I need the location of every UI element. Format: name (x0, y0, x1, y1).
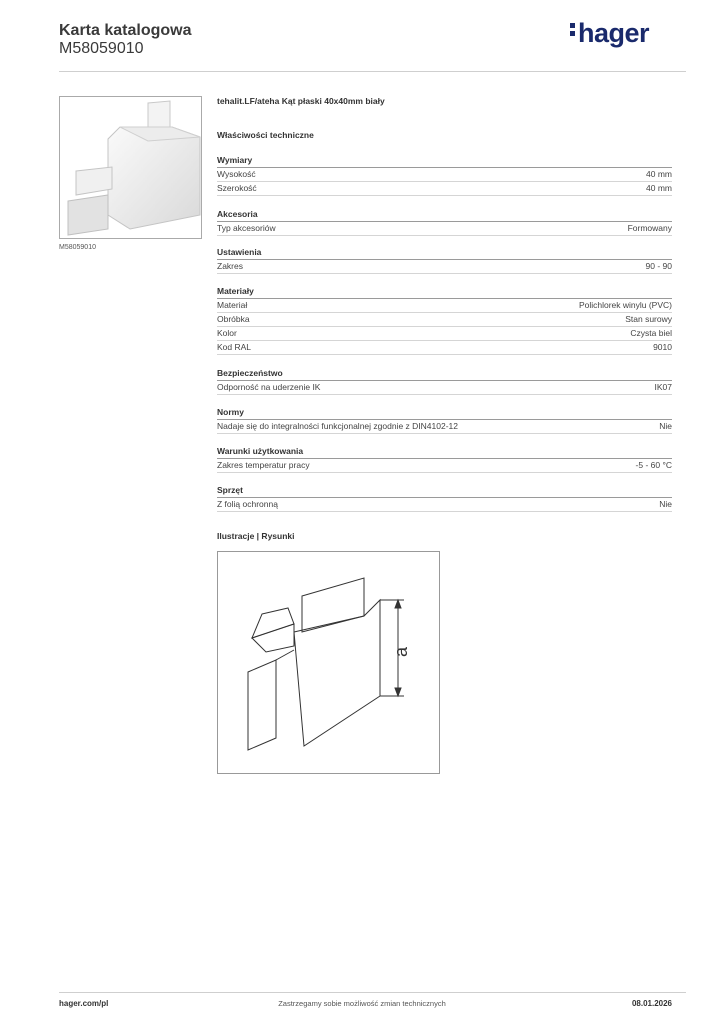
section-title: Warunki użytkowania (217, 446, 672, 459)
footer-divider (59, 992, 686, 993)
technical-drawing (217, 551, 440, 774)
row-label: Kolor (217, 328, 237, 338)
product-name: tehalit.LF/ateha Kąt płaski 40x40mm biały (217, 96, 385, 106)
section-title: Wymiary (217, 155, 672, 168)
table-row (217, 222, 672, 236)
section-title: Sprzęt (217, 485, 672, 498)
row-label: Zakres temperatur pracy (217, 460, 310, 470)
row-value: 90 - 90 (645, 261, 672, 271)
page-title: Karta katalogowa (59, 22, 192, 39)
footer-date: 08.01.2026 (631, 999, 672, 1008)
table-row (217, 498, 672, 512)
section-settings (217, 247, 672, 274)
row-label: Materiał (217, 300, 248, 310)
section-dimensions (217, 155, 672, 196)
table-row (217, 182, 672, 196)
row-label: Typ akcesoriów (217, 223, 276, 233)
section-title: Ustawienia (217, 247, 672, 260)
section-conditions (217, 446, 672, 473)
hager-logo (570, 18, 649, 49)
logo-dots-icon (570, 20, 576, 39)
flat-angle-photo-icon (60, 97, 201, 238)
row-value: 9010 (653, 342, 672, 352)
table-row (217, 327, 672, 341)
section-accessories (217, 209, 672, 236)
section-title: Normy (217, 407, 672, 420)
table-row (217, 459, 672, 473)
row-value: 40 mm (646, 183, 672, 193)
section-hardware (217, 485, 672, 512)
table-row (217, 313, 672, 327)
row-value: IK07 (654, 382, 672, 392)
section-title: Materiały (217, 286, 672, 299)
section-title: Bezpieczeństwo (217, 368, 672, 381)
row-label: Zakres (217, 261, 243, 271)
section-safety (217, 368, 672, 395)
row-label: Nadaje się do integralności funkcjonalnej zgodnie z DIN4102-12 (217, 421, 458, 431)
row-value: Formowany (627, 223, 672, 233)
product-code: M58059010 (59, 40, 144, 57)
table-row (217, 420, 672, 434)
logo-text: hager (578, 18, 650, 48)
row-value: Polichlorek winylu (PVC) (578, 300, 672, 310)
table-row (217, 341, 672, 355)
footer-site-link[interactable]: hager.com/pl (59, 999, 109, 1008)
section-materials (217, 286, 672, 355)
row-label: Z folią ochronną (217, 499, 278, 509)
flat-angle-drawing-icon (218, 552, 439, 773)
section-standards (217, 407, 672, 434)
section-title: Akcesoria (217, 209, 672, 222)
table-row (217, 381, 672, 395)
table-row (217, 299, 672, 313)
row-value: Czysta biel (630, 328, 672, 338)
row-label: Szerokość (217, 183, 257, 193)
header-divider (59, 71, 686, 72)
table-row (217, 260, 672, 274)
row-label: Obróbka (217, 314, 250, 324)
row-label: Kod RAL (217, 342, 252, 352)
row-label: Odporność na uderzenie IK (217, 382, 321, 392)
row-value: Nie (659, 421, 672, 431)
table-row (217, 168, 672, 182)
footer-note: Zastrzegamy sobie możliwość zmian technicznych (278, 999, 446, 1008)
row-label: Wysokość (217, 169, 256, 179)
row-value: Stan surowy (625, 314, 672, 324)
product-photo (59, 96, 202, 239)
row-value: 40 mm (646, 169, 672, 179)
row-value: Nie (659, 499, 672, 509)
photo-caption: M58059010 (59, 244, 96, 251)
row-value: -5 - 60 °C (635, 460, 672, 470)
illustrations-heading: Ilustracje | Rysunki (217, 531, 295, 541)
tech-heading: Właściwości techniczne (217, 130, 314, 140)
dimension-label: a (391, 646, 411, 658)
